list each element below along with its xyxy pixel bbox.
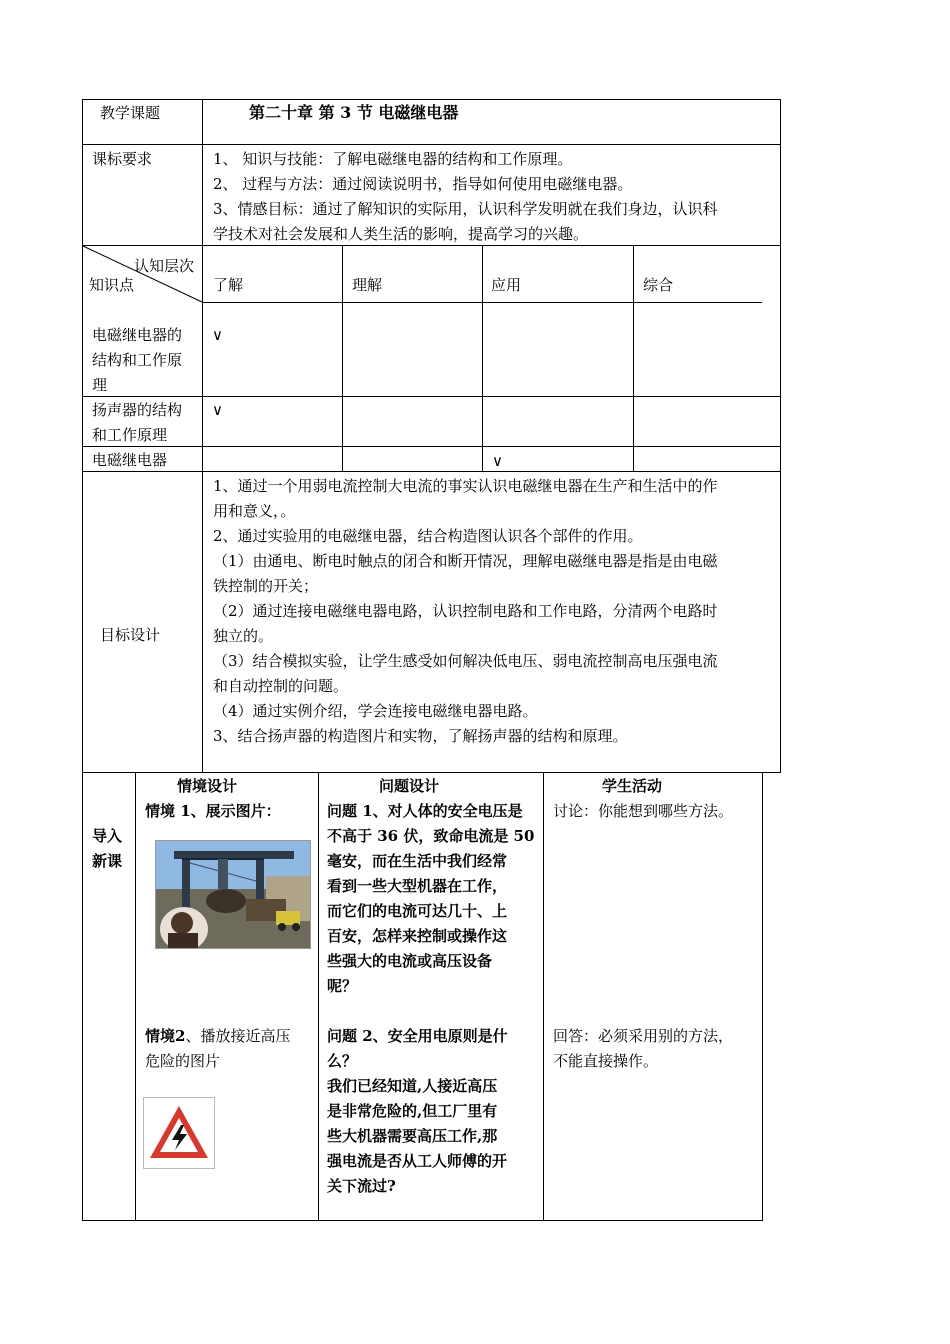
- goal-line: （2）通过连接电磁继电器电路，认识控制电路和工作电路，分清两个电路时: [213, 602, 718, 620]
- question1-line: 呢？: [327, 977, 358, 995]
- row-divider: [82, 144, 781, 145]
- question2-line: 我们已经知道,人接近高压: [327, 1077, 498, 1095]
- col-header-scenario: 情境设计: [177, 777, 238, 795]
- topic-label: 教学课题: [100, 104, 161, 122]
- table2-border-right: [762, 772, 763, 1221]
- check-mark: ∨: [212, 326, 223, 344]
- scenario2-title: [145, 1024, 290, 1049]
- scenario2-line: 危险的图片: [145, 1052, 221, 1070]
- goals-label: 目标设计: [100, 626, 161, 644]
- table2-col-divider: [318, 772, 319, 1221]
- goal-line: 2、通过实验用的电磁继电器，结合构造图认识各个部件的作用。: [213, 527, 643, 545]
- matrix-corner-bottom-label: 知识点: [89, 276, 135, 294]
- knowledge-point-label: 扬声器的结构: [92, 401, 183, 419]
- check-mark: ∨: [492, 452, 503, 470]
- matrix-col-divider: [633, 245, 634, 471]
- goal-line: （1）由通电、断电时触点的闭合和断开情况，理解电磁继电器是指是由电磁: [213, 552, 718, 570]
- question1-line: 些强大的电流或高压设备: [327, 952, 493, 970]
- col-header-activity: 学生活动: [602, 777, 663, 795]
- question2-line: 是非常危险的,但工厂里有: [327, 1102, 498, 1120]
- page-title: 第二十章 第 3 节 电磁继电器: [249, 103, 459, 122]
- question2-line: 强电流是否从工人师傅的开: [327, 1152, 508, 1170]
- level-header-synthesize: 综合: [643, 276, 674, 294]
- goal-line: 和自动控制的问题。: [213, 677, 349, 695]
- question1-line: 不高于 36 伏，致命电流是 50: [327, 827, 535, 845]
- scenario1-title: 情境 1、展示图片：: [145, 802, 281, 820]
- knowledge-point-label: 和工作原理: [92, 426, 168, 444]
- curriculum-label: 课标要求: [92, 150, 153, 168]
- table-border-bottom: [82, 772, 781, 773]
- matrix-col-divider: [342, 245, 343, 471]
- knowledge-point-label: 结构和工作原: [92, 351, 183, 369]
- question1-line: 而它们的电流可达几十、上: [327, 902, 508, 920]
- question2-line: 么？: [327, 1052, 358, 1070]
- matrix-col-divider: [482, 245, 483, 471]
- scenario2-title-rest: 、播放接近高压: [185, 1027, 291, 1045]
- goal-line: 1、通过一个用弱电流控制大电流的事实认识电磁继电器在生产和生活中的作: [213, 477, 718, 495]
- row-divider: [82, 396, 781, 397]
- table2-col-divider: [135, 772, 136, 1221]
- table2-border-left: [82, 772, 83, 1221]
- question1-line: 问题 1、对人体的安全电压是: [327, 802, 523, 820]
- table-border-left: [82, 99, 83, 773]
- col-header-question: 问题设计: [379, 777, 440, 795]
- question2-line: 关下流过?: [327, 1177, 396, 1195]
- table-label-column-divider: [202, 99, 203, 773]
- question2-line: 问题 2、安全用电原则是什: [327, 1027, 508, 1045]
- curriculum-line: 1、 知识与技能：了解电磁继电器的结构和工作原理。: [213, 150, 573, 168]
- curriculum-line: 学技术对社会发展和人类生活的影响，提高学习的兴趣。: [213, 225, 589, 243]
- row-divider: [82, 471, 781, 472]
- question1-line: 看到一些大型机器在工作，: [327, 877, 508, 895]
- matrix-corner-top-label: 认知层次: [134, 257, 195, 275]
- scenario2-title-bold: 情境2: [145, 1027, 186, 1045]
- check-mark: ∨: [212, 401, 223, 419]
- goal-line: 用和意义，。: [213, 502, 296, 520]
- question2-line: 些大机器需要高压工作,那: [327, 1127, 498, 1145]
- goal-line: 3、结合扬声器的构造图片和实物，了解扬声器的结构和原理。: [213, 727, 628, 745]
- activity2-line: 回答：必须采用别的方法，: [553, 1027, 734, 1045]
- goal-line: 铁控制的开关；: [213, 577, 319, 595]
- section-label: 导入: [92, 827, 123, 845]
- table2-col-divider: [543, 772, 544, 1221]
- goal-line: 独立的。: [213, 627, 274, 645]
- goal-line: （3）结合模拟实验，让学生感受如何解决低电压、弱电流控制高电压强电流: [213, 652, 718, 670]
- activity1-text: 讨论：你能想到哪些方法。: [553, 802, 734, 820]
- question1-line: 百安，怎样来控制或操作这: [327, 927, 508, 945]
- activity2-line: 不能直接操作。: [553, 1052, 659, 1070]
- curriculum-line: 3、情感目标：通过了解知识的实际用，认识科学发明就在我们身边，认识科: [213, 200, 718, 218]
- high-voltage-warning-icon: [143, 1097, 215, 1169]
- curriculum-line: 2、 过程与方法：通过阅读说明书，指导如何使用电磁继电器。: [213, 175, 633, 193]
- knowledge-point-label: 电磁继电器的: [92, 326, 183, 344]
- level-header-apply: 应用: [491, 276, 522, 294]
- crane-photo: [155, 840, 311, 949]
- knowledge-point-label: 电磁继电器: [92, 451, 168, 469]
- question1-line: 毫安，而在生活中我们经常: [327, 852, 508, 870]
- table2-border-bottom: [82, 1220, 763, 1221]
- table-border-right: [780, 99, 781, 773]
- knowledge-point-label: 理: [92, 376, 108, 394]
- section-label: 新课: [92, 852, 123, 870]
- row-divider: [82, 446, 781, 447]
- goal-line: （4）通过实例介绍，学会连接电磁继电器电路。: [213, 702, 538, 720]
- level-header-understand: 了解: [213, 276, 244, 294]
- level-header-comprehend: 理解: [352, 276, 383, 294]
